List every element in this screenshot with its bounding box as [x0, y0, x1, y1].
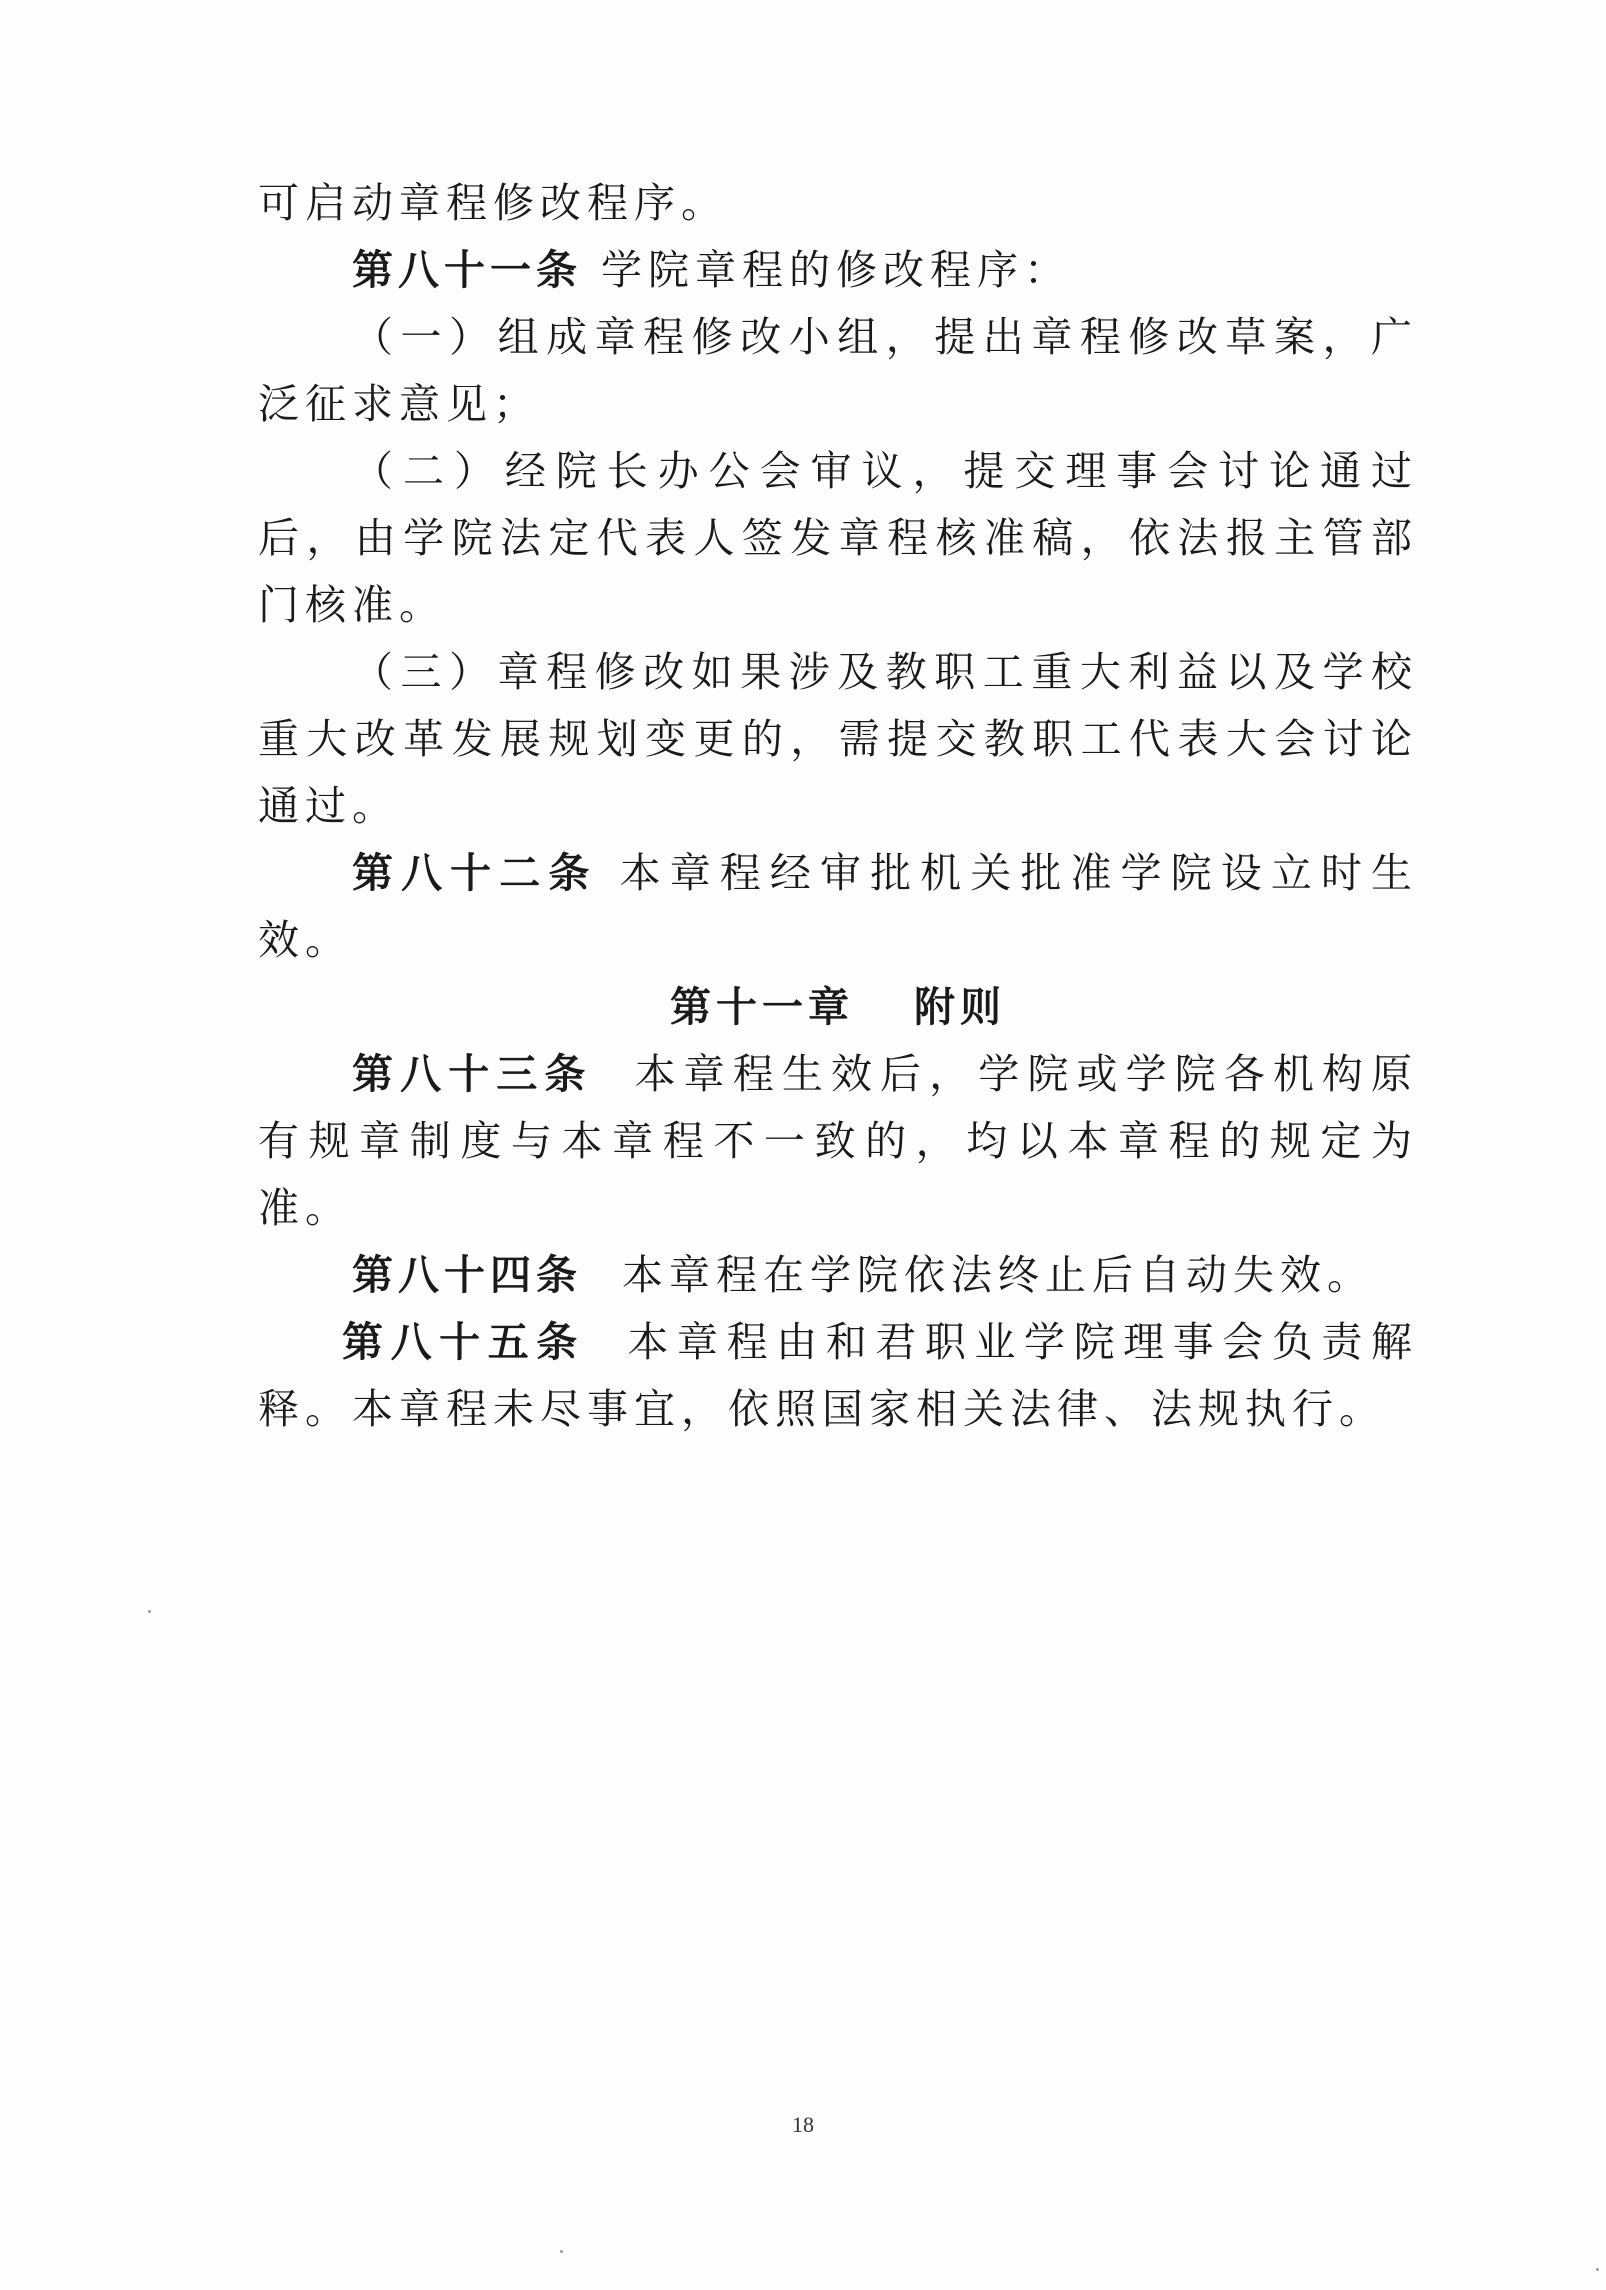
article-82 — [258, 840, 1418, 974]
article-text: 本章程由和君职业学院理事会负责解释。本章程未尽事宜，依照国家相关法律、法规执行。 — [258, 1318, 1419, 1433]
article-text: 本章程生效后，学院或学院各机构原有规章制度与本章程不一致的，均以本章程的规定为准。 — [258, 1050, 1419, 1232]
item-text: （三）章程修改如果涉及教职工重大利益以及学校重大改革发展规划变更的，需提交教职工代表大会讨论通过。 — [258, 648, 1418, 830]
chapter-number: 第十一章 — [670, 983, 854, 1031]
scan-speck — [560, 2250, 563, 2253]
article-text: 学院章程的修改程序： — [601, 246, 1072, 294]
article-number: 第八十二条 — [352, 849, 598, 897]
article-number: 第八十三条 — [352, 1050, 593, 1098]
scan-speck — [1596, 2268, 1599, 2271]
scan-speck — [148, 1610, 151, 1613]
article-text: 本章程经审批机关批准学院设立时生效。 — [258, 849, 1419, 964]
paragraph-continuation — [258, 170, 1418, 237]
item-text: （二）经院长办公会审议，提交理事会讨论通过后，由学院法定代表人签发章程核准稿，依法报主管部门核准。 — [258, 447, 1418, 629]
article-number: 第八十四条 — [352, 1251, 582, 1299]
item-text: （一）组成章程修改小组，提出章程修改草案，广泛征求意见； — [258, 313, 1418, 428]
page-body — [258, 170, 1418, 1443]
article-84 — [258, 1242, 1418, 1309]
page-number: 18 — [792, 2112, 814, 2137]
article-85 — [258, 1309, 1418, 1443]
chapter-heading — [258, 974, 1418, 1041]
article-number: 第八十五条 — [342, 1318, 585, 1366]
article-number: 第八十一条 — [352, 246, 582, 294]
article-81 — [258, 237, 1418, 304]
chapter-name: 附则 — [914, 983, 1006, 1031]
article-81-item-3 — [258, 639, 1418, 840]
paragraph-text: 可启动章程修改程序。 — [258, 179, 728, 227]
article-83 — [258, 1041, 1418, 1242]
article-81-item-2 — [258, 438, 1418, 639]
article-text: 本章程在学院依法终止后自动失效。 — [622, 1251, 1374, 1299]
article-81-item-1 — [258, 304, 1418, 438]
